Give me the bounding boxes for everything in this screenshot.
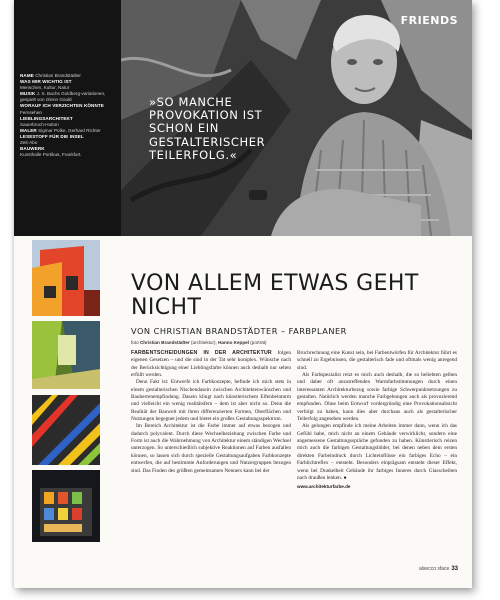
building-photo-4 [32, 470, 100, 542]
building-photo-1 [32, 240, 100, 316]
paragraph: Im Bereich Architektur ist die Farbe immer auf etwas bezogen und dadurch polyvalent. Durch diese Wechselbeziehung zwischen Farbe und Form ist auch die Wahrnehmung von Architektur einem ständigen Wechsel unterzogen. So unterschiedlich subjektive Reaktionen auf Farben ausfallen können, so lassen sich durch spezielle Gestaltungsaufgaben Farbkonzepte entwerfen, die auf bestimmte Anforderungen und Nutzergruppen bezogen sind. Das Finden des größten gemeinsamen Nenners kann bei der [131, 423, 291, 474]
article-byline: VON CHRISTIAN BRANDSTÄDTER – FARBPLANER [131, 326, 347, 336]
paragraph: FARBENTSCHEIDUNGEN IN DER ARCHITEKTUR folgen eigenen Gesetzen – und die sind in der Tat sehr komplex. Wünsche nach der Berücksichtigung einer Lieblingsfarbe können auch deshalb nur selten erfüllt werden. [131, 350, 291, 379]
paragraph: Denn Fakt ist: Entwerfe ich Farbkonzepte, befinde ich mich stets in einem gestalterischen Nischendasein zwischen Architektenwünschen und Bauherrenempfindung. Dasein klingt nach künstlerischem Elfenbeinturm und vielleicht ein wenig realitätsfern – dem ist aber nicht so. Denn die Realität der Bauwelt mit ihren differenzierten Formen, Oberflächen und Nutzungen begegnet jedem und bietet ein großes Gestaltungsspektrum. [131, 379, 291, 423]
profile-row: MALER Sigmar Polke, Gerhard Richter [20, 127, 101, 133]
article-headline: VON ALLEM ETWAS GEHT NICHT [131, 271, 419, 320]
paragraph: Bruchrechnung eine Kunst sein, bei Farbentwürfen für Architektur führt es schnell zu Ergebnissen, die gestalterisch fade und oftmals wenig anregend sind. [297, 350, 457, 371]
building-photo-2 [32, 321, 100, 389]
profile-row: WORAUF ICH VERZICHTEN KÖNNTE Fernsehen [20, 103, 104, 115]
profile-sidebar [14, 0, 121, 236]
building-photo-3 [32, 395, 100, 465]
page-folio: alsecco sface 33 [419, 566, 458, 572]
page-number: 33 [451, 566, 458, 572]
end-mark: ● [343, 474, 347, 481]
profile-row: NAME Christian Brandstädter [20, 73, 81, 78]
body-column-2 [297, 350, 457, 491]
portrait-photo [121, 0, 472, 236]
body-column-1 [131, 350, 291, 475]
magazine-page [14, 0, 472, 588]
profile-row: LIEBLINGSARCHITEKT Sauerbruch-Hutton [20, 115, 73, 127]
profile-row: LESESTOFF FÜR DIE INSEL Zeit-Abo [20, 133, 84, 146]
lead-in: FARBENTSCHEIDUNGEN IN DER ARCHITEKTUR [131, 350, 272, 356]
photo-credit: foto Christian Brandstädter (architektur), Hanno Keppel (porträt) [131, 340, 267, 345]
paragraph: Als gelungen empfinde ich meine Arbeiten immer dann, wenn ich das Gefühl habe, mich nicht an einem Gebäude verwirklicht, sondern eine angemessene Gestaltungsspräche gefunden zu haben. Künstlerisch reizen mich auch die farbigen Gestaltungsbilder, bei denen neben dem ersten direkten Farbeindruck durch Lichteinflüsse ein farbiges Echo – ein Farblichtreflex – entsteht. Besonders einprägsam entsteht dieser Effekt, wenn bei Dunkelheit Gebäude ihr farbiges Inneres durch Glasscheiben nach draußen lenken. ● [297, 423, 457, 481]
profile-row: BAUWERK Kunsthalle Portikus, Frankfurt. [20, 146, 82, 158]
profile-row: MUSIK J. S. Bachs Goldberg-variationen, gespielt von Glenn Gould [20, 91, 106, 103]
profile-list [20, 73, 118, 158]
pull-quote: »SO MANCHE PROVOKATION IST SCHON EIN GESTALTERISCHER TEILERFOLG.« [149, 95, 266, 162]
paragraph: Als Farbspezialist reizt es mich auch deshalb, die so beliebten gelben und daher oft anzutreffenden Warmfarbstimmungen durch einen interessanten Architekturbezug sowie farbige Schwerpunktsetzungen zu gestalten. Natürlich werden manche Farbgebungen auch als provozierend empfunden. Ohne beim Entwurf vordergründig eine Provokationsabsicht verfolgt zu haben, kann dies aber durchaus auch als gestalterischer Teilerfolg angesehen werden. [297, 372, 457, 423]
profile-row: WAS MIR WICHTIG IST Menschen, Kultur, Natur [20, 79, 72, 91]
section-label: FRIENDS [400, 14, 458, 27]
website-link[interactable]: www.architekturfarbe.de [297, 484, 351, 490]
